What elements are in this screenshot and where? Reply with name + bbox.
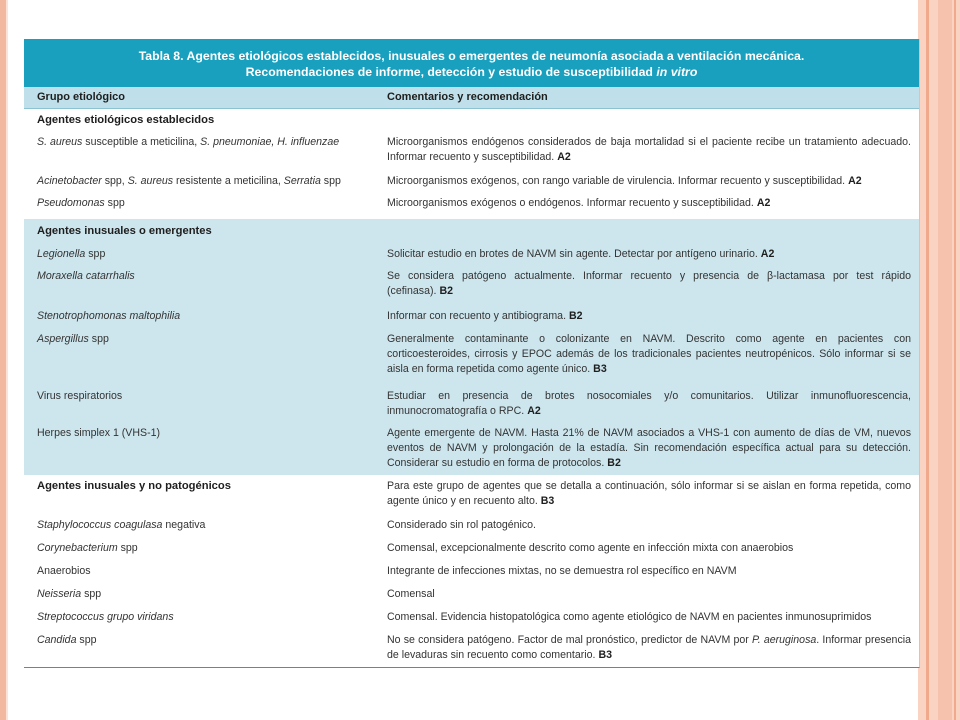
agent-text: spp [117, 542, 138, 554]
slide-frame-left-inner [6, 0, 8, 720]
table-header-row [24, 87, 919, 109]
row-comment [374, 269, 919, 306]
row-comment: Comensal [387, 588, 435, 600]
agent-italic: Pseudomonas [37, 197, 105, 209]
slide-frame-stripe [954, 0, 956, 720]
agent-italic: Serratia [283, 175, 321, 187]
table-row [24, 605, 919, 628]
row-agent [24, 135, 374, 171]
row-agent [24, 518, 374, 536]
agent-text: spp [320, 175, 341, 187]
comment-text: . Informar presencia de levaduras sin recuento como comentario. [387, 634, 911, 661]
slide-frame-stripe [926, 0, 929, 720]
row-comment: Integrante de infecciones mixtas, no se demuestra rol específico en NAVM [387, 565, 737, 577]
table-row [24, 328, 919, 386]
row-comment [374, 247, 919, 265]
comment-text: Generalmente contaminante o colonizante en NAVM. Descrito como agente en pacientes con corticoesteroides, cirrosis y EPOC además de los tradicionales pacientes neutropénicos. Sólo informar si se aisla en forma repetida como agente único. [387, 333, 911, 375]
row-comment [374, 389, 919, 423]
evidence-grade: B3 [593, 363, 607, 375]
row-agent: Virus respiratorios [37, 390, 123, 402]
row-agent [24, 196, 374, 219]
table-row [24, 265, 919, 306]
table-row [24, 423, 919, 475]
agent-text: spp, [101, 175, 128, 187]
comment-italic: P. aeruginosa [752, 634, 817, 646]
table-row [24, 513, 919, 536]
comment-text: Estudiar en presencia de brotes nosocomiales y/o comunitarios. Utilizar inmunofluorescencia, inmunocromatografía o RPC. [387, 390, 911, 417]
row-agent [24, 309, 374, 328]
comment-text: Para este grupo de agentes que se detalla a continuación, sólo informar si se aislan en forma repetida, como agente único y en recuento alto. [387, 480, 911, 507]
row-comment [374, 479, 919, 513]
agent-italic: Neisseria [37, 588, 82, 600]
row-comment: Comensal. Evidencia histopatológica como agente etiológico de NAVM en pacientes inmunosuprimidos [387, 611, 872, 623]
column-header-group: Grupo etiológico [37, 91, 125, 103]
agent-italic: Stenotrophomonas maltophilia [37, 310, 181, 322]
comment-text: Informar con recuento y antibiograma. [387, 310, 567, 322]
agent-text: susceptible a meticilina, [82, 136, 201, 148]
table-row [24, 559, 919, 582]
row-agent [24, 332, 374, 386]
row-comment [374, 633, 919, 668]
table-row [24, 628, 919, 668]
row-agent [24, 174, 374, 193]
section-title: Agentes inusuales o emergentes [37, 225, 212, 237]
table-row [24, 386, 919, 423]
table-title-line-2 [24, 64, 919, 80]
evidence-grade: B3 [540, 495, 555, 507]
row-agent: Herpes simplex 1 (VHS-1) [37, 427, 161, 439]
section-title: Agentes etiológicos establecidos [37, 114, 215, 126]
agent-italic: Legionella [37, 248, 86, 260]
agent-italic: Streptococcus grupo viridans [37, 611, 174, 623]
comment-text: Microorganismos exógenos, con rango variable de virulencia. Informar recuento y susceptibilidad. [387, 175, 846, 187]
evidence-grade: B2 [607, 457, 621, 469]
agent-text: resistente a meticilina, [173, 175, 284, 187]
table-row [24, 193, 919, 219]
table-title-line-2-text: Recomendaciones de informe, detección y estudio de susceptibilidad [245, 65, 657, 79]
table-row [24, 133, 919, 171]
agent-text: spp [88, 333, 109, 345]
agent-italic: Candida [37, 634, 77, 646]
agent-text: spp [104, 197, 125, 209]
row-agent [24, 269, 374, 306]
evidence-grade: A2 [557, 151, 571, 163]
section-title: Agentes inusuales y no patogénicos [37, 480, 231, 492]
table-row [24, 306, 919, 328]
row-agent [24, 587, 374, 605]
row-comment [374, 309, 919, 328]
table-8 [24, 39, 920, 668]
row-comment: Comensal, excepcionalmente descrito como agente en infección mixta con anaerobios [387, 542, 794, 554]
table-row [24, 171, 919, 193]
evidence-grade: B3 [598, 649, 613, 661]
evidence-grade: A2 [527, 405, 541, 417]
evidence-grade: A2 [760, 248, 775, 260]
comment-text: Microorganismos endógenos considerados de baja mortalidad si el paciente recibe un tratamiento adecuado. Informar recuento y susceptibilidad. [387, 136, 911, 163]
agent-italic: Moraxella catarrhalis [37, 270, 135, 282]
evidence-grade: A2 [848, 175, 862, 187]
evidence-grade: B2 [439, 285, 454, 297]
comment-text: No se considera patógeno. Factor de mal pronóstico, predictor de NAVM por [387, 634, 752, 646]
row-agent [24, 247, 374, 265]
row-agent [24, 633, 374, 668]
agent-italic: Aspergillus [37, 333, 89, 345]
section-row-unusual-nonpathogenic [24, 475, 919, 513]
evidence-grade: B2 [569, 310, 583, 322]
agent-text: negativa [162, 519, 206, 531]
agent-text: spp [85, 248, 106, 260]
section-header-unusual-emerging [24, 219, 919, 243]
comment-text: Microorganismos exógenos o endógenos. Informar recuento y susceptibilidad. [387, 197, 754, 209]
column-header-comments: Comentarios y recomendación [387, 91, 548, 103]
row-comment [374, 196, 919, 219]
slide-frame-stripe [938, 0, 952, 720]
section-header-established [24, 109, 919, 133]
agent-italic: Acinetobacter [37, 175, 102, 187]
table-title [24, 39, 919, 87]
agent-italic: Corynebacterium [37, 542, 118, 554]
agent-text: spp [81, 588, 102, 600]
row-comment [374, 174, 919, 193]
row-comment [374, 135, 919, 171]
table-row [24, 243, 919, 265]
table-row [24, 536, 919, 559]
comment-text: Se considera patógeno actualmente. Informar recuento y presencia de β-lactamasa por test rápido (cefinasa). [387, 270, 911, 297]
agent-italic: S. aureus [37, 136, 83, 148]
table-row [24, 582, 919, 605]
agent-italic: Staphylococcus coagulasa [37, 519, 163, 531]
comment-text: Agente emergente de NAVM. Hasta 21% de NAVM asociados a VHS-1 con aumento de días de VM, nuevos eventos de NAVM y prolongación de la estadía. Sin recomendación específica actual para su detección. Considerar su estudio en forma de protocolos. [387, 427, 911, 469]
row-agent [24, 610, 374, 628]
agent-italic: S. aureus [127, 175, 174, 187]
table-title-line-2-italic: in vitro [656, 65, 698, 79]
agent-italic: S. pneumoniae, H. influenzae [200, 136, 340, 148]
row-comment [374, 426, 919, 475]
comment-text: Solicitar estudio en brotes de NAVM sin agente. Detectar por antígeno urinario. [387, 248, 758, 260]
agent-text: spp [76, 634, 97, 646]
row-comment: Considerado sin rol patogénico. [387, 519, 536, 531]
evidence-grade: A2 [756, 197, 771, 209]
row-agent: Anaerobios [37, 565, 91, 577]
table-title-line-1: Tabla 8. Agentes etiológicos establecidos, inusuales o emergentes de neumonía asociada a ventilación mecánica. [138, 49, 805, 63]
row-comment [374, 332, 919, 386]
row-agent [24, 541, 374, 559]
